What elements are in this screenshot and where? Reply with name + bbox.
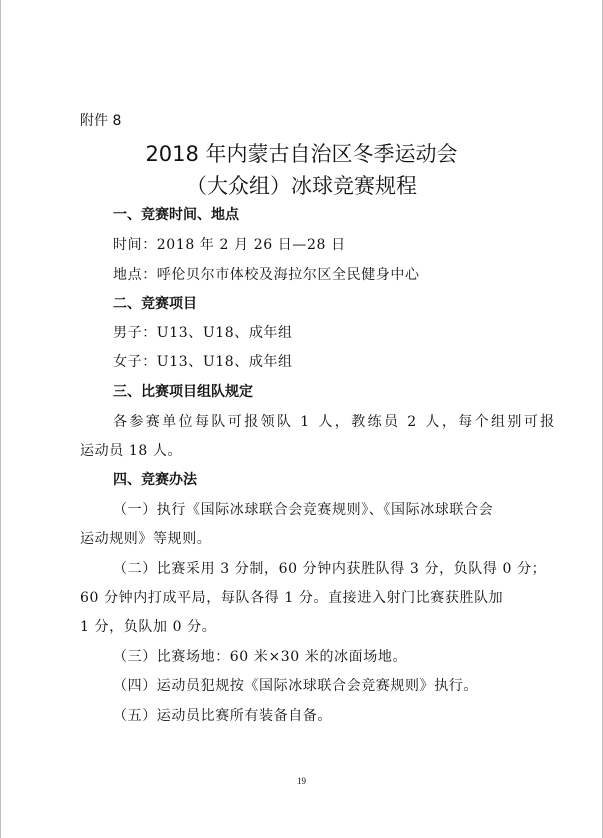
method-item-2-line-1: （二）比赛采用 3 分制，60 分钟内获胜队得 3 分，负队得 0 分；	[113, 561, 547, 577]
method-item-5: （五）运动员比赛所有装备自备。	[113, 708, 332, 724]
attachment-label: 附件 8	[80, 113, 122, 129]
method-item-3: （三）比赛场地：60 米×30 米的冰面场地。	[113, 649, 408, 665]
section-heading-events: 二、竞赛项目	[113, 296, 197, 312]
document-title-line-2: （大众组）冰球竞赛规程	[186, 174, 417, 198]
method-item-1-line-2: 运动规则》等规则。	[80, 531, 212, 547]
method-item-2-line-3: 1 分，负队加 0 分。	[80, 619, 217, 635]
team-rules-line-1: 各参赛单位每队可报领队 1 人，教练员 2 人，每个组别可报	[113, 414, 557, 430]
method-item-1-line-1: （一）执行《国际冰球联合会竞赛规则》、《国际冰球联合会	[113, 502, 494, 518]
competition-venue: 地点：呼伦贝尔市体校及海拉尔区全民健身中心	[113, 267, 420, 283]
section-heading-methods: 四、竞赛办法	[113, 472, 197, 488]
document-title-line-1: 2018 年内蒙古自治区冬季运动会	[145, 142, 458, 166]
male-events: 男子：U13、U18、成年组	[113, 325, 293, 341]
page-number: 19	[297, 776, 306, 786]
section-heading-team-rules: 三、比赛项目组队规定	[113, 384, 253, 400]
female-events: 女子：U13、U18、成年组	[113, 354, 293, 370]
section-heading-time-place: 一、竞赛时间、地点	[113, 207, 239, 223]
method-item-2-line-2: 60 分钟内打成平局，每队各得 1 分。直接进入射门比赛获胜队加	[80, 590, 504, 606]
team-rules-line-2: 运动员 18 人。	[80, 443, 183, 459]
method-item-4: （四）运动员犯规按《国际冰球联合会竞赛规则》执行。	[113, 678, 478, 694]
competition-time: 时间：2018 年 2 月 26 日—28 日	[113, 237, 346, 253]
